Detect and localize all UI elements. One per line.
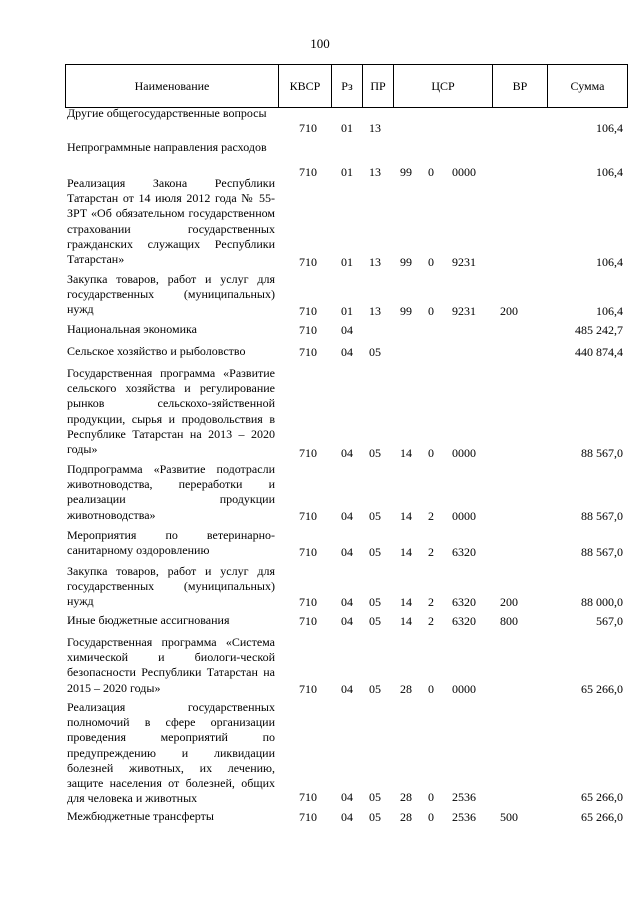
row-csr-subprogram: 0 [428,790,434,804]
row-kvsr: 710 [299,595,317,609]
row-csr-subprogram: 0 [428,810,434,824]
table-row [67,809,627,825]
row-rz: 01 [341,255,353,269]
table-row [67,462,627,524]
row-sum: 65 266,0 [581,790,623,804]
row-csr-direction: 9231 [452,304,476,318]
header-csr: ЦСР [431,78,455,93]
row-vr: 200 [500,595,518,609]
row-csr-subprogram: 2 [428,509,434,523]
row-pr: 05 [369,790,381,804]
row-rz: 04 [341,345,353,359]
row-csr-program: 14 [400,595,412,609]
row-csr-program: 14 [400,509,412,523]
row-pr: 05 [369,545,381,559]
row-kvsr: 710 [299,165,317,179]
row-pr: 05 [369,446,381,460]
row-sum: 65 266,0 [581,810,623,824]
row-sum: 106,4 [596,304,623,318]
table-row [67,564,627,610]
row-csr-direction: 6320 [452,614,476,628]
row-rz: 04 [341,790,353,804]
row-csr-program: 99 [400,255,412,269]
table-row [67,366,627,461]
row-name: Другие общегосударственные вопросы [67,106,267,120]
row-csr-program: 14 [400,446,412,460]
row-rz: 04 [341,323,353,337]
row-name: Мероприятия по ветеринарно-санитарному оздоровлению [67,528,275,558]
row-pr: 05 [369,614,381,628]
row-csr-direction: 9231 [452,255,476,269]
row-csr-subprogram: 0 [428,304,434,318]
row-rz: 01 [341,304,353,318]
table-row [67,106,627,136]
row-pr: 13 [369,255,381,269]
table-row [67,635,627,697]
header-pr: ПР [370,78,386,93]
table-row [67,272,627,319]
row-rz: 04 [341,595,353,609]
row-csr-program: 28 [400,790,412,804]
row-pr: 13 [369,121,381,135]
row-kvsr: 710 [299,121,317,135]
row-pr: 05 [369,682,381,696]
row-csr-direction: 2536 [452,790,476,804]
row-name: Реализация государственных полномочий в сфере организации проведения мероприятий по предупреждению и ликвидации болезней животных, их лечению, защите населения от болезней, общих для человека и животных [67,700,275,806]
row-csr-direction: 0000 [452,165,476,179]
row-pr: 05 [369,509,381,523]
row-csr-direction: 6320 [452,545,476,559]
row-kvsr: 710 [299,790,317,804]
row-vr: 800 [500,614,518,628]
row-csr-direction: 2536 [452,810,476,824]
row-sum: 88 567,0 [581,446,623,460]
row-name: Межбюджетные трансферты [67,809,214,823]
row-pr: 05 [369,595,381,609]
row-kvsr: 710 [299,682,317,696]
row-name: Подпрограмма «Развитие подотрасли животноводства, переработки и реализации продукции животноводства» [67,462,275,522]
row-name: Закупка товаров, работ и услуг для государственных (муниципальных) нужд [67,272,275,317]
row-csr-direction: 0000 [452,446,476,460]
row-csr-subprogram: 2 [428,545,434,559]
row-csr-subprogram: 0 [428,446,434,460]
row-name: Государственная программа «Развитие сельского хозяйства и регулирование рынков сельскохо-зяйственной продукции, сырья и продовольствия в Республике Татарстан на 2013 – 2020 годы» [67,366,275,457]
row-csr-program: 28 [400,810,412,824]
row-sum: 106,4 [596,165,623,179]
row-csr-direction: 0000 [452,509,476,523]
row-rz: 04 [341,446,353,460]
row-name: Национальная экономика [67,322,197,336]
row-csr-subprogram: 2 [428,595,434,609]
table-row [67,528,627,560]
row-rz: 01 [341,165,353,179]
header-kvsr: КВСР [289,78,321,93]
header-name: Наименование [134,78,210,93]
row-csr-program: 14 [400,614,412,628]
row-kvsr: 710 [299,545,317,559]
table-row [67,344,627,360]
row-pr: 13 [369,165,381,179]
table-row [67,176,627,270]
header-rz: Рз [341,78,353,93]
row-vr: 500 [500,810,518,824]
row-csr-program: 99 [400,304,412,318]
row-csr-program: 28 [400,682,412,696]
row-kvsr: 710 [299,509,317,523]
row-csr-subprogram: 0 [428,682,434,696]
row-sum: 485 242,7 [575,323,623,337]
row-rz: 04 [341,509,353,523]
table-row [67,322,627,338]
row-name: Государственная программа «Система химической и биологи-ческой безопасности Республики Татарстан на 2015 – 2020 годы» [67,635,275,695]
table-row [67,700,627,805]
table-row [67,613,627,629]
page-number: 100 [310,36,330,51]
row-name: Закупка товаров, работ и услуг для государственных (муниципальных) нужд [67,564,275,609]
row-vr: 200 [500,304,518,318]
row-rz: 04 [341,682,353,696]
header-vr: ВР [512,78,528,93]
row-rz: 04 [341,545,353,559]
row-sum: 440 874,4 [575,345,623,359]
row-name: Иные бюджетные ассигнования [67,613,230,627]
row-kvsr: 710 [299,323,317,337]
table-header [65,64,628,108]
row-kvsr: 710 [299,304,317,318]
row-kvsr: 710 [299,810,317,824]
row-sum: 88 567,0 [581,509,623,523]
row-rz: 04 [341,810,353,824]
row-name: Реализация Закона Республики Татарстан от 14 июля 2012 года № 55-ЗРТ «Об обязательном государственном страховании государственных гражданских служащих Республики Татарстан» [67,176,275,267]
row-rz: 04 [341,614,353,628]
row-kvsr: 710 [299,614,317,628]
row-csr-subprogram: 2 [428,614,434,628]
row-pr: 05 [369,345,381,359]
row-csr-subprogram: 0 [428,165,434,179]
row-kvsr: 710 [299,345,317,359]
row-kvsr: 710 [299,446,317,460]
row-csr-direction: 6320 [452,595,476,609]
row-sum: 106,4 [596,255,623,269]
row-sum: 65 266,0 [581,682,623,696]
row-name: Непрограммные направления расходов [67,140,267,154]
row-sum: 88 567,0 [581,545,623,559]
header-sum: Сумма [570,78,605,93]
row-csr-program: 14 [400,545,412,559]
row-sum: 88 000,0 [581,595,623,609]
row-sum: 567,0 [596,614,623,628]
row-csr-subprogram: 0 [428,255,434,269]
row-csr-direction: 0000 [452,682,476,696]
row-pr: 13 [369,304,381,318]
row-rz: 01 [341,121,353,135]
row-pr: 05 [369,810,381,824]
table-row [67,140,627,180]
row-name: Сельское хозяйство и рыболовство [67,344,246,358]
row-sum: 106,4 [596,121,623,135]
row-csr-program: 99 [400,165,412,179]
row-kvsr: 710 [299,255,317,269]
